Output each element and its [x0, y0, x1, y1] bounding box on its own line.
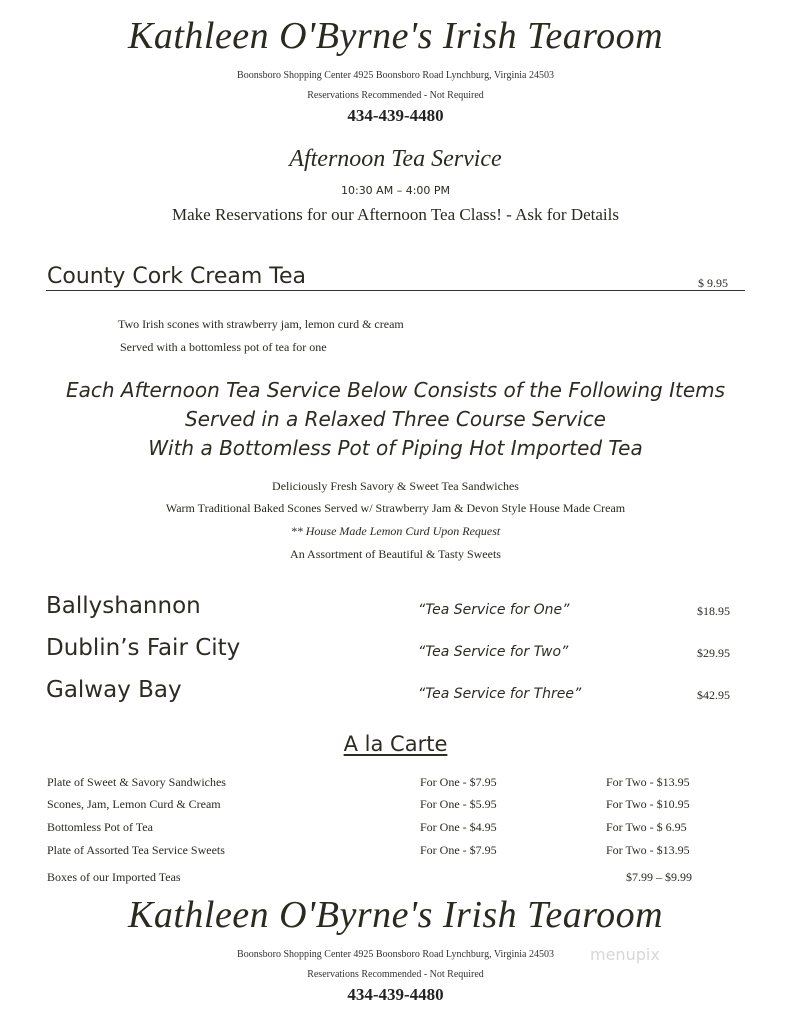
service-desc-one: “Tea Service for One”	[418, 602, 570, 618]
afternoon-tea-heading: Afternoon Tea Service	[289, 146, 502, 172]
cream-tea-line-1: Two Irish scones with strawberry jam, lemon curd & cream	[118, 317, 404, 331]
cream-tea-divider	[46, 290, 745, 291]
service-item-3: ** House Made Lemon Curd Upon Request	[290, 524, 501, 538]
a-la-carte-price-two: For Two - $13.95	[606, 775, 690, 789]
a-la-carte-price-two: For Two - $13.95	[606, 843, 690, 857]
a-la-carte-heading: A la Carte	[343, 732, 448, 756]
service-price-one: $18.95	[697, 604, 730, 618]
service-item-4: An Assortment of Beautiful & Tasty Sweets	[290, 547, 501, 561]
service-price-three: $42.95	[697, 688, 730, 702]
cream-tea-name: County Cork Cream Tea	[47, 264, 307, 289]
service-desc-three: “Tea Service for Three”	[418, 686, 582, 702]
footer-address: Boonsboro Shopping Center 4925 Boonsboro Road Lynchburg, Virginia 24503	[237, 949, 554, 960]
afternoon-tea-hours: 10:30 AM – 4:00 PM	[340, 184, 451, 197]
tea-class-note: Make Reservations for our Afternoon Tea Class! - Ask for Details	[171, 205, 619, 224]
header-phone: 434-439-4480	[347, 106, 444, 125]
page-title: Kathleen O'Byrne's Irish Tearoom	[127, 15, 664, 57]
footer-title: Kathleen O'Byrne's Irish Tearoom	[127, 894, 664, 936]
a-la-carte-price-two: For Two - $ 6.95	[606, 820, 687, 834]
watermark: menupix	[590, 945, 660, 964]
service-name-ballyshannon: Ballyshannon	[46, 593, 201, 619]
boxes-item: Boxes of our Imported Teas	[47, 870, 181, 884]
service-price-two: $29.95	[697, 646, 730, 660]
header-address: Boonsboro Shopping Center 4925 Boonsboro Road Lynchburg, Virginia 24503	[237, 70, 554, 81]
service-name-galway: Galway Bay	[46, 677, 182, 703]
header-reservations: Reservations Recommended - Not Required	[307, 90, 484, 101]
a-la-carte-item: Plate of Sweet & Savory Sandwiches	[47, 775, 226, 789]
footer-phone: 434-439-4480	[347, 985, 444, 1004]
service-intro-line-2: Served in a Relaxed Three Course Service	[184, 407, 606, 431]
a-la-carte-item: Scones, Jam, Lemon Curd & Cream	[47, 797, 221, 811]
service-desc-two: “Tea Service for Two”	[418, 644, 569, 660]
service-intro-line-3: With a Bottomless Pot of Piping Hot Imported Tea	[148, 436, 643, 460]
footer-reservations: Reservations Recommended - Not Required	[307, 969, 484, 980]
service-intro-line-1: Each Afternoon Tea Service Below Consists of the Following Items	[65, 378, 726, 402]
service-name-dublin: Dublin’s Fair City	[46, 635, 241, 661]
a-la-carte-item: Bottomless Pot of Tea	[47, 820, 153, 834]
a-la-carte-price-one: For One - $5.95	[420, 797, 497, 811]
a-la-carte-price-one: For One - $7.95	[420, 843, 497, 857]
service-item-1: Deliciously Fresh Savory & Sweet Tea Sandwiches	[272, 479, 519, 493]
service-item-2: Warm Traditional Baked Scones Served w/ Strawberry Jam & Devon Style House Made Cream	[165, 501, 626, 515]
cream-tea-price: $ 9.95	[698, 276, 728, 290]
boxes-price: $7.99 – $9.99	[626, 870, 692, 884]
a-la-carte-price-two: For Two - $10.95	[606, 797, 690, 811]
a-la-carte-price-one: For One - $4.95	[420, 820, 497, 834]
a-la-carte-price-one: For One - $7.95	[420, 775, 497, 789]
a-la-carte-item: Plate of Assorted Tea Service Sweets	[47, 843, 225, 857]
cream-tea-line-2: Served with a bottomless pot of tea for one	[120, 340, 327, 354]
